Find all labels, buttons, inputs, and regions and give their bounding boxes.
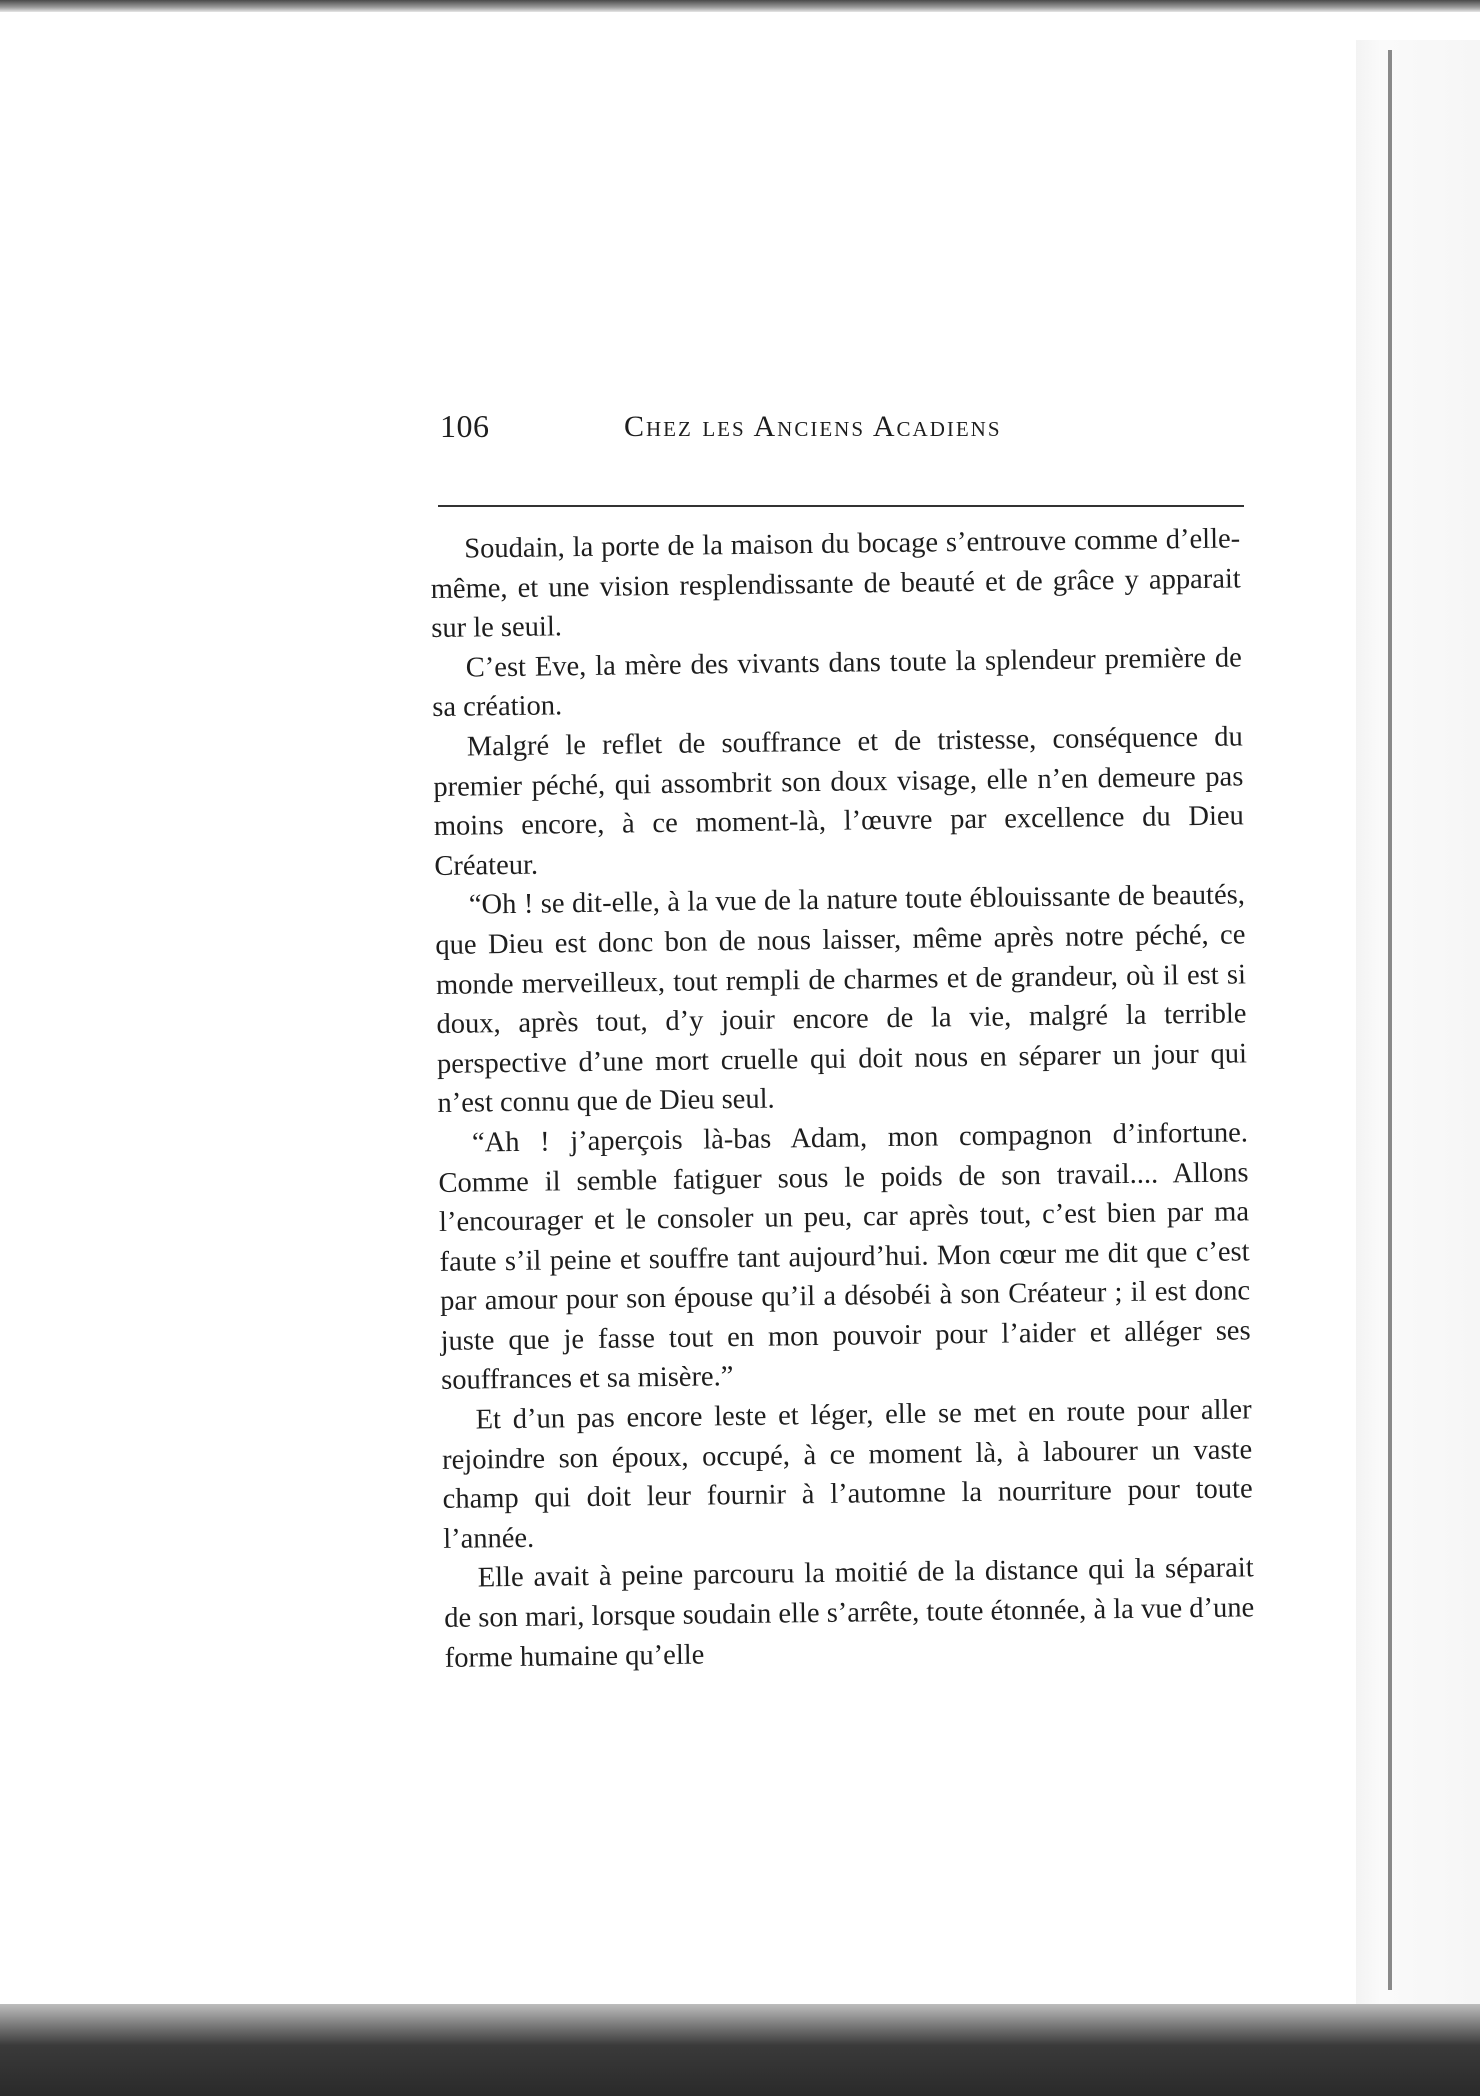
page-gutter [1356,40,1480,2004]
paragraph: “Ah ! j’aperçois là-bas Adam, mon compagnon d’infortune. Comme il semble fatiguer sous le poids de son travail.... Allons l’encourager et le consoler un peu, car après tout, c’est bien par ma faute s’il peine et souffre tant aujourd’hui. Mon cœur me dit que c’est par amour pour son épouse qu’il a désobéi à son Créateur ; il est donc juste que je fasse tout en mon pouvoir pour l’aider et alléger ses souffrances et sa misère.” [438,1117,1251,1397]
scan-bottom-edge [0,2004,1480,2096]
paragraph: Malgré le reflet de souffrance et de tristesse, conséquence du premier péché, qui assombrit son doux visage, elle n’en demeure pas moins encore, à ce moment-là, l’œuvre par excellence du Dieu Créateur. [433,721,1245,882]
paragraph: Soudain, la porte de la maison du bocage s’entrouve comme d’elle-même, et une vision resplendissante de beauté et de grâce y apparait sur le seuil. [430,523,1241,645]
paragraph: Elle avait à peine parcouru la moitié de la distance qui la séparait de son mari, lorsque soudain elle s’arrête, toute étonnée, à la vue d’une forme humaine qu’elle [444,1552,1255,1674]
paragraph: “Oh ! se dit-elle, à la vue de la nature toute éblouissante de beautés, que Dieu est donc bon de nous laisser, même après notre péché, ce monde merveilleux, tout rempli de charmes et de grandeur, où il est si doux, après tout, d’y jouir encore de la vie, malgré la terrible perspective d’une mort cruelle qui doit nous en séparer un jour qui n’est connu que de Dieu seul. [435,879,1248,1120]
scan-top-edge [0,0,1480,12]
page-number: 106 [440,408,490,444]
page-header [440,408,1240,448]
body-text [430,519,1255,1678]
page-fold-line [1388,50,1392,1990]
running-title: Chez les Anciens Acadiens [624,410,1002,443]
paragraph: Et d’un pas encore leste et léger, elle se met en route pour aller rejoindre son époux, occupé, à ce moment là, à labourer un vaste champ qui doit leur fournir à l’automne la nourriture pour toute l’année. [441,1394,1253,1555]
paragraph: C’est Eve, la mère des vivants dans toute la splendeur première de sa création. [432,642,1242,724]
header-rule [438,505,1244,507]
